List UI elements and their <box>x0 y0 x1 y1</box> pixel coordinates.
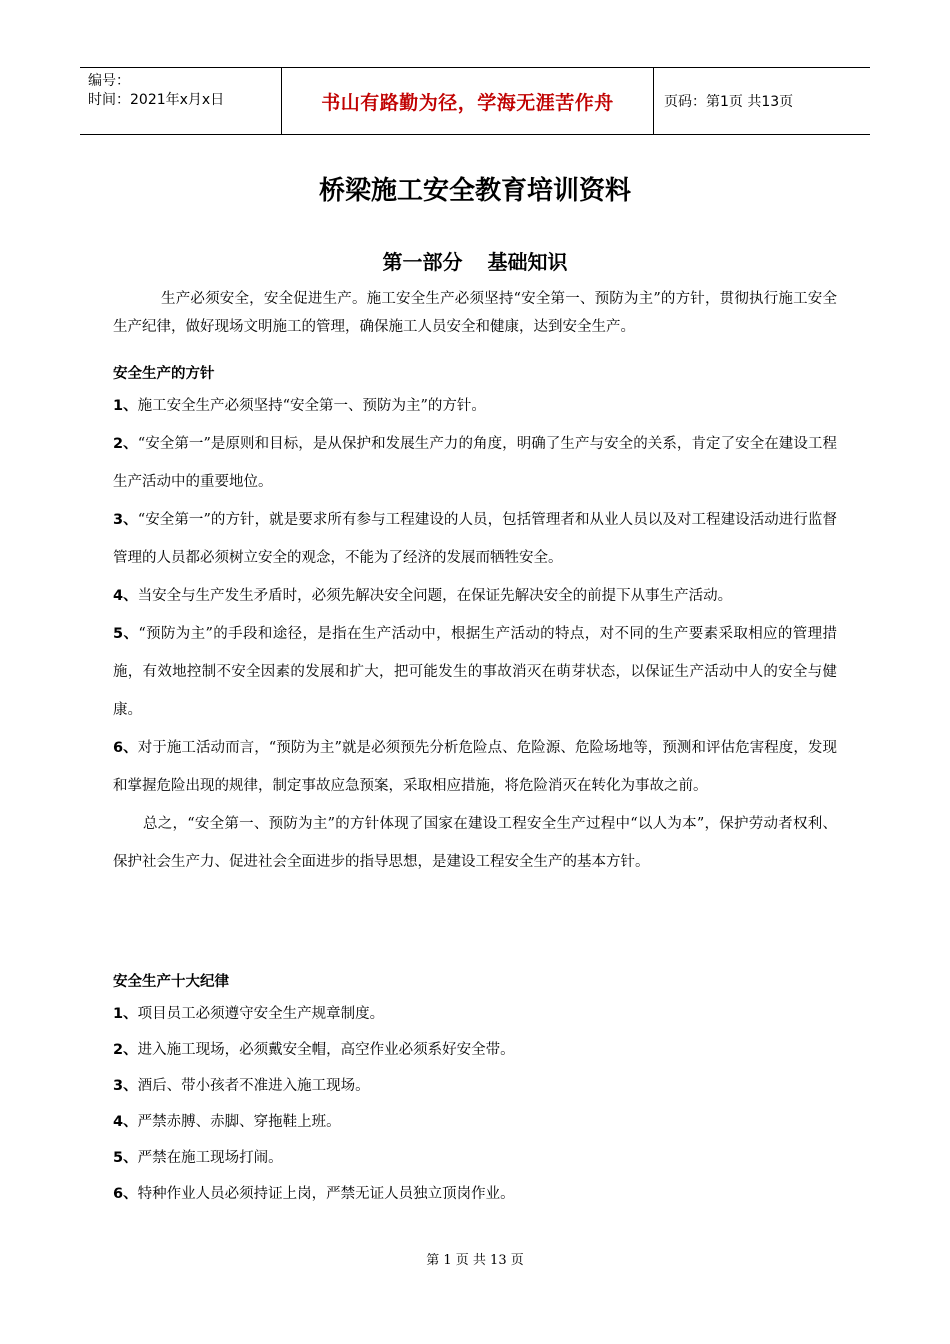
summary-paragraph: 总之，“安全第一、预防为主”的方针体现了国家在建设工程安全生产过程中“以人为本”，保护劳动者权利、保护社会生产力、促进社会全面进步的指导思想，是建设工程安全生产的基本方针。 <box>113 816 837 870</box>
discipline-list <box>113 996 837 1212</box>
number-label: 编号： <box>88 73 130 89</box>
list-item: 5、严禁在施工现场打闹。 <box>113 1150 283 1166</box>
header-left-cell <box>80 68 282 134</box>
date-label: 时间：2021年x月x日 <box>88 92 225 108</box>
list-item: 6、对于施工活动而言，“预防为主”就是必须预先分析危险点、危险源、危险场地等，预测和评估危害程度，发现和掌握危险出现的规律，制定事故应急预案，采取相应措施，将危险消灭在转化为事故之前。 <box>113 740 837 794</box>
list-item: 1、施工安全生产必须坚持“安全第一、预防为主”的方针。 <box>113 398 486 414</box>
intro-paragraph: 生产必须安全，安全促进生产。施工安全生产必须坚持“安全第一、预防为主”的方针，贯彻执行施工安全生产纪律，做好现场文明施工的管理，确保施工人员安全和健康，达到安全生产。 <box>113 291 837 335</box>
list-item: 2、进入施工现场，必须戴安全帽，高空作业必须系好安全带。 <box>113 1042 515 1058</box>
list-item: 4、严禁赤膊、赤脚、穿拖鞋上班。 <box>113 1114 341 1130</box>
part-title: 第一部分 基础知识 <box>382 250 568 274</box>
page-footer: 第 1 页 共 13 页 <box>426 1253 524 1268</box>
header-table <box>80 67 870 135</box>
list-item: 3、“安全第一”的方针，就是要求所有参与工程建设的人员，包括管理者和从业人员以及对工程建设活动进行监督管理的人员都必须树立安全的观念，不能为了经济的发展而牺牲安全。 <box>113 512 837 566</box>
list-item: 6、特种作业人员必须持证上岗，严禁无证人员独立顶岗作业。 <box>113 1186 515 1202</box>
section-heading-discipline: 安全生产十大纪律 <box>113 974 229 990</box>
document-title: 桥梁施工安全教育培训资料 <box>318 176 631 206</box>
list-item: 2、“安全第一”是原则和目标，是从保护和发展生产力的角度，明确了生产与安全的关系，肯定了安全在建设工程生产活动中的重要地位。 <box>113 436 837 490</box>
policy-list <box>113 387 837 881</box>
list-item: 3、酒后、带小孩者不准进入施工现场。 <box>113 1078 370 1094</box>
list-item: 4、当安全与生产发生矛盾时，必须先解决安全问题，在保证先解决安全的前提下从事生产活动。 <box>113 588 733 604</box>
list-item: 1、项目员工必须遵守安全生产规章制度。 <box>113 1006 385 1022</box>
page-info: 页码：第1页 共13页 <box>664 94 794 110</box>
section-heading-policy: 安全生产的方针 <box>113 366 215 382</box>
list-item: 5、“预防为主”的手段和途径，是指在生产活动中，根据生产活动的特点，对不同的生产要素采取相应的管理措施，有效地控制不安全因素的发展和扩大，把可能发生的事故消灭在萌芽状态，以保证生产活动中人的安全与健康。 <box>113 626 837 718</box>
motto: 书山有路勤为径，学海无涯苦作舟 <box>282 68 654 134</box>
